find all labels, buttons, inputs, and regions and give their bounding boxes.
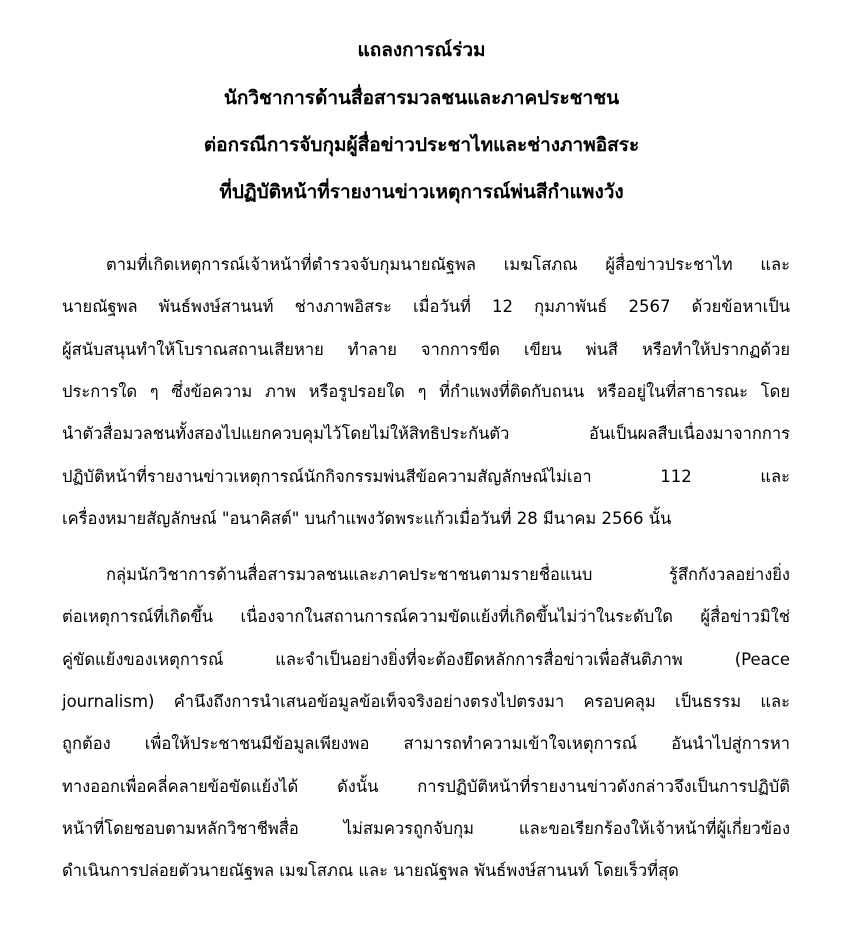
paragraph1-line-2: นายณัฐพล พันธ์พงษ์สานนท์ ช่างภาพอิสระ เมื่อวันที่ 12 กุมภาพันธ์ 2567 ด้วยข้อหาเป็น xyxy=(62,297,790,316)
paragraph2-line-3: คู่ขัดแย้งของเหตุการณ์ และจำเป็นอย่างยิ่งที่จะต้องยึดหลักการสื่อข่าวเพื่อสันติภาพ (Peace xyxy=(62,650,790,669)
title-line-3: ต่อกรณีการจับกุมผู้สื่อข่าวประชาไทและช่างภาพอิสระ xyxy=(203,134,640,156)
paragraph2-line-6: ทางออกเพื่อคลี่คลายข้อขัดแย้งได้ ดังนั้น การปฏิบัติหน้าที่รายงานข่าวดังกล่าวจึงเป็นการปฏิบัติ xyxy=(62,777,790,796)
title-line-2: นักวิชาการด้านสื่อสารมวลชนและภาคประชาชน xyxy=(223,87,620,109)
paragraph1-line-5: นำตัวสื่อมวลชนทั้งสองไปแยกควบคุมไว้โดยไม่ให้สิทธิประกันตัว อันเป็นผลสืบเนื่องมาจากการ xyxy=(62,424,790,443)
title-line-4: ที่ปฏิบัติหน้าที่รายงานข่าวเหตุการณ์พ่นสีกำแพงวัง xyxy=(219,181,624,203)
paragraph1-line-4: ประการใด ๆ ซึ่งข้อความ ภาพ หรือรูปรอยใด ๆ ที่กำแพงที่ติดกับถนน หรืออยู่ในที่สาธารณะ โดย xyxy=(62,382,790,401)
paragraph2-line-1: กลุ่มนักวิชาการด้านสื่อสารมวลชนและภาคประชาชนตามรายชื่อแนบ รู้สึกกังวลอย่างยิ่ง xyxy=(106,565,790,584)
paragraph1-line-7: เครื่องหมายสัญลักษณ์ "อนาคิสต์" บนกำแพงวัดพระแก้วเมื่อวันที่ 28 มีนาคม 2566 นั้น xyxy=(62,509,672,528)
paragraph2-line-4: journalism) คำนึงถึงการนำเสนอข้อมูลข้อเท็จจริงอย่างตรงไปตรงมา ครอบคลุม เป็นธรรม และ xyxy=(62,692,790,711)
paragraph2-line-5: ถูกต้อง เพื่อให้ประชาชนมีข้อมูลเพียงพอ สามารถทำความเข้าใจเหตุการณ์ อันนำไปสู่การหา xyxy=(62,734,790,753)
paragraph2-line-8: ดำเนินการปล่อยตัวนายณัฐพล เมฆโสภณ และ นายณัฐพล พันธ์พงษ์สานนท์ โดยเร็วที่สุด xyxy=(62,861,679,880)
paragraph1-line-1: ตามที่เกิดเหตุการณ์เจ้าหน้าที่ตำรวจจับกุมนายณัฐพล เมฆโสภณ ผู้สื่อข่าวประชาไท และ xyxy=(106,255,790,274)
paragraph2-line-7: หน้าที่โดยชอบตามหลักวิชาชีพสื่อ ไม่สมควรถูกจับกุม และขอเรียกร้องให้เจ้าหน้าที่ผู้เกี่ยวข้อง xyxy=(62,819,790,838)
title-line-1: แถลงการณ์ร่วม xyxy=(357,39,486,61)
paragraph1-line-3: ผู้สนับสนุนทำให้โบราณสถานเสียหาย ทำลาย จากการขีด เขียน พ่นสี หรือทำให้ปรากฏด้วย xyxy=(62,340,790,359)
paragraph2-line-2: ต่อเหตุการณ์ที่เกิดขึ้น เนื่องจากในสถานการณ์ความขัดแย้งที่เกิดขึ้นไม่ว่าในระดับใด ผู้สื่อข่าวมิใช่ xyxy=(62,607,790,626)
paragraph1-line-6: ปฏิบัติหน้าที่รายงานข่าวเหตุการณ์นักกิจกรรมพ่นสีข้อความสัญลักษณ์ไม่เอา 112 และ xyxy=(62,467,790,486)
